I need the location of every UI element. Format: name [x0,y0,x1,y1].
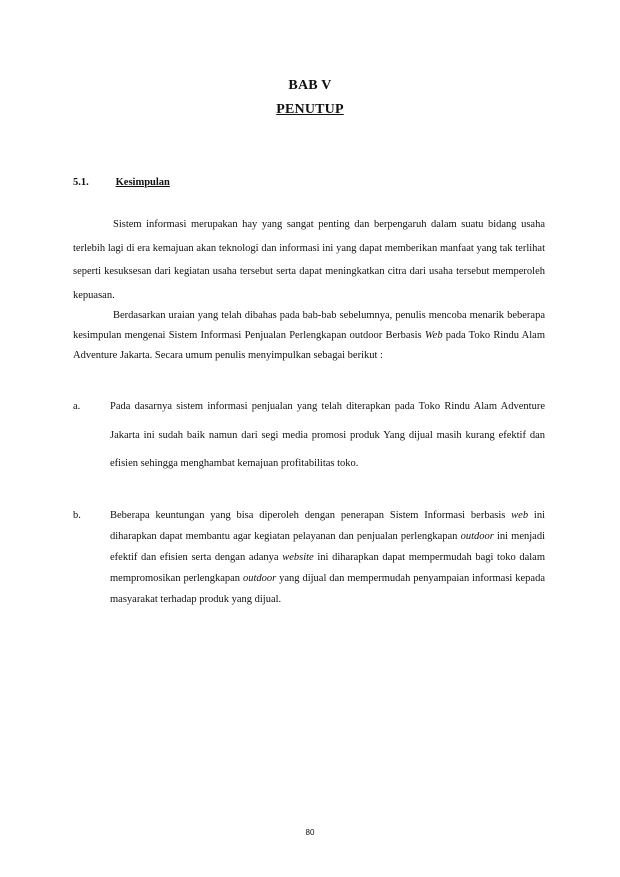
list-b-italic-2: outdoor [460,531,494,542]
list-marker-a: a. [73,401,81,412]
section-number: 5.1. [73,177,89,188]
list-marker-b: b. [73,510,81,521]
list-item-b [73,505,545,610]
paragraph-2 [73,306,545,366]
list-b-italic-1: web [511,510,529,521]
section-name: Kesimpulan [115,177,170,188]
list-b-italic-4: outdoor [242,573,277,584]
list-b-part-2: ini diharapkan dapat membantu agar kegiatan pelayanan dan penjualan perlengkapan [110,510,545,542]
section-heading [73,177,473,188]
page-number: 80 [305,828,315,837]
list-b-part-4: ini diharapkan dapat mempermudah bagi toko dalam mempromosikan perlengkapan [110,552,545,584]
paragraph-1: Sistem informasi merupakan hay yang sangat penting dan berpengaruh dalam suatu bidang usaha terlebih lagi di era kemajuan akan teknologi dan informasi ini yang dapat memberikan manfaat yang tak terlihat seperti kesuksesan dari kegiatan usaha tersebut serta dapat meningkatkan citra dari usaha tersebut memperoleh kepuasan. [73,219,545,301]
list-item-b-text [110,505,545,610]
list-item-a-text: Pada dasarnya sistem informasi penjualan yang telah diterapkan pada Toko Rindu Alam Adventure Jakarta ini sudah baik namun dari segi media promosi produk Yang dijual masih kurang efektif dan efisien sehingga menghambat kemajuan profitabilitas toko. [110,401,545,469]
list-b-part-1: Beberapa keuntungan yang bisa diperoleh dengan penerapan Sistem Informasi berbasis [110,510,512,521]
list-item-a [73,393,545,479]
list-b-italic-3: website [282,552,314,563]
chapter-title: PENUTUP [276,102,344,117]
list-b-part-5: yang dijual dan mempermudah penyampaian informasi kepada masyarakat terhadap produk yang dijual. [110,573,545,605]
paragraph-2-italic-web: Web [424,330,443,341]
paragraph-2-text: Berdasarkan uraian yang telah dibahas pada bab-bab sebelumnya, penulis mencoba menarik beberapa kesimpulan mengenai Sistem Informasi Penjualan Perlengkapan outdoor Berbasis Web pada Toko Rindu Alam Adventure Jakarta. Secara umum penulis menyimpulkan sebagai berikut : [73,310,545,361]
list-b-part-3: ini menjadi efektif dan efisien serta dengan adanya [110,531,545,563]
chapter-label: BAB V [288,78,332,93]
